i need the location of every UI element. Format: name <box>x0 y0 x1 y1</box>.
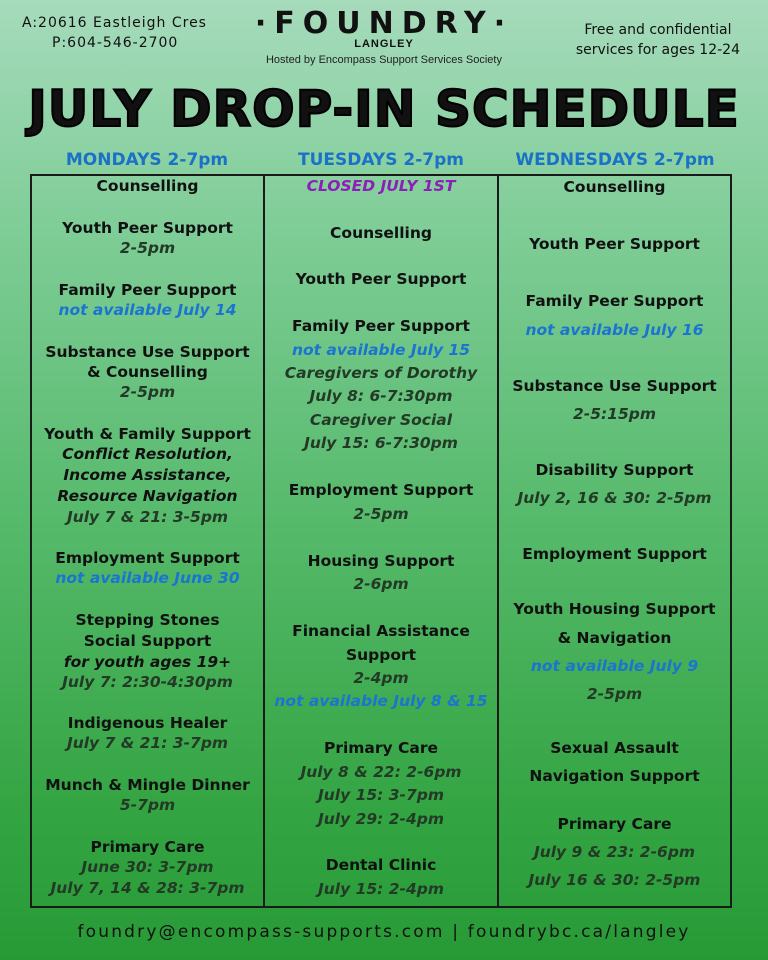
service-name: Youth Peer Support <box>529 235 700 253</box>
service-name: Substance Use Support <box>45 343 250 361</box>
service-name: Youth & Family Support <box>44 425 251 443</box>
column-tuesdays <box>265 176 497 906</box>
column-mondays <box>32 176 263 906</box>
column-heading-mondays: MONDAYS 2-7pm <box>65 150 229 170</box>
service-time: July 7: 2:30-4:30pm <box>62 673 233 691</box>
service-time: 2-5:15pm <box>572 405 657 423</box>
service-name: & Counselling <box>87 363 208 381</box>
service-name: Primary Care <box>323 739 439 757</box>
service-time: July 29: 2-4pm <box>317 810 445 828</box>
column-heading-tuesdays: TUESDAYS 2-7pm <box>298 150 464 170</box>
availability-note: not available July 14 <box>58 301 237 319</box>
tagline-line-2: services for ages 12-24 <box>575 42 740 58</box>
service-name: Family Peer Support <box>525 292 704 310</box>
availability-note: not available July 15 <box>291 341 471 359</box>
service-time: 2-5pm <box>353 505 409 523</box>
service-time: July 8: 6-7:30pm <box>309 387 453 405</box>
service-name: Employment Support <box>288 481 474 499</box>
service-name: Primary Care <box>90 838 205 856</box>
logo-wordmark: ·FOUNDRY· <box>254 6 514 41</box>
service-name: Sexual Assault <box>550 739 679 757</box>
service-time: July 2, 16 & 30: 2-5pm <box>517 489 712 507</box>
service-time: 2-6pm <box>353 575 409 593</box>
service-name: Youth Peer Support <box>295 270 467 288</box>
service-time: July 16 & 30: 2-5pm <box>528 871 701 889</box>
page-title: JULY DROP-IN SCHEDULE <box>28 80 740 138</box>
availability-note: not available July 8 & 15 <box>274 692 488 710</box>
service-time: July 7 & 21: 3-5pm <box>66 508 229 526</box>
service-name: Navigation Support <box>529 767 700 785</box>
service-time: Caregiver Social <box>309 411 453 429</box>
address: A:20616 Eastleigh Cres <box>22 15 207 31</box>
service-name: Youth Peer Support <box>62 219 233 237</box>
service-time: July 15: 6-7:30pm <box>304 434 458 452</box>
availability-note: not available July 9 <box>530 657 699 675</box>
service-time: 5-7pm <box>119 796 176 814</box>
service-time: 2-5pm <box>119 383 176 401</box>
service-time: July 15: 2-4pm <box>317 880 445 898</box>
service-time: 2-4pm <box>353 669 409 687</box>
service-name: Employment Support <box>55 549 240 567</box>
phone-number: P:604-546-2700 <box>52 35 179 51</box>
service-name: Indigenous Healer <box>67 714 228 732</box>
service-time: 2-5pm <box>119 239 176 257</box>
service-name: Disability Support <box>535 461 694 479</box>
service-name: Substance Use Support <box>512 377 717 395</box>
service-name: Primary Care <box>557 815 672 833</box>
service-name: Support <box>345 646 417 664</box>
service-name: Counselling <box>330 224 432 242</box>
service-name: Family Peer Support <box>292 317 470 335</box>
service-time: July 15: 3-7pm <box>317 786 445 804</box>
service-time: Income Assistance, <box>63 466 232 484</box>
service-name: & Navigation <box>557 629 672 647</box>
service-name: Family Peer Support <box>58 281 237 299</box>
column-heading-wednesdays: WEDNESDAYS 2-7pm <box>515 150 715 170</box>
service-time: Caregivers of Dorothy <box>284 364 478 382</box>
service-name: Employment Support <box>522 545 707 563</box>
service-name: Housing Support <box>307 552 455 570</box>
service-time: July 7, 14 & 28: 3-7pm <box>50 879 245 897</box>
service-time: Conflict Resolution, <box>62 445 233 463</box>
service-name: Stepping Stones <box>75 611 220 629</box>
service-name: Dental Clinic <box>325 856 437 874</box>
hosted-by: Hosted by Encompass Support Services Society <box>265 54 502 66</box>
availability-note: not available July 16 <box>525 321 704 339</box>
service-name: Youth Housing Support <box>513 600 716 618</box>
service-name: Financial Assistance <box>292 622 470 640</box>
footer-contact: foundry@encompass-supports.com | foundrybc.ca/langley <box>77 922 691 942</box>
service-name: Munch & Mingle Dinner <box>45 776 250 794</box>
service-time: July 9 & 23: 2-6pm <box>533 843 696 861</box>
service-name: Counselling <box>563 178 666 196</box>
service-time: Resource Navigation <box>57 487 238 505</box>
availability-note: CLOSED JULY 1ST <box>306 177 456 195</box>
logo-location: LANGLEY <box>354 38 414 50</box>
service-time: June 30: 3-7pm <box>81 858 214 876</box>
availability-note: not available June 30 <box>55 569 240 587</box>
service-time: July 7 & 21: 3-7pm <box>66 734 229 752</box>
service-name: Social Support <box>83 632 212 650</box>
service-time: for youth ages 19+ <box>63 653 232 671</box>
column-wednesdays <box>499 176 730 906</box>
tagline <box>576 20 740 60</box>
service-name: Counselling <box>96 177 199 195</box>
service-time: 2-5pm <box>586 685 643 703</box>
tagline-line-1: Free and confidential <box>584 22 732 38</box>
service-time: July 8 & 22: 2-6pm <box>300 763 462 781</box>
